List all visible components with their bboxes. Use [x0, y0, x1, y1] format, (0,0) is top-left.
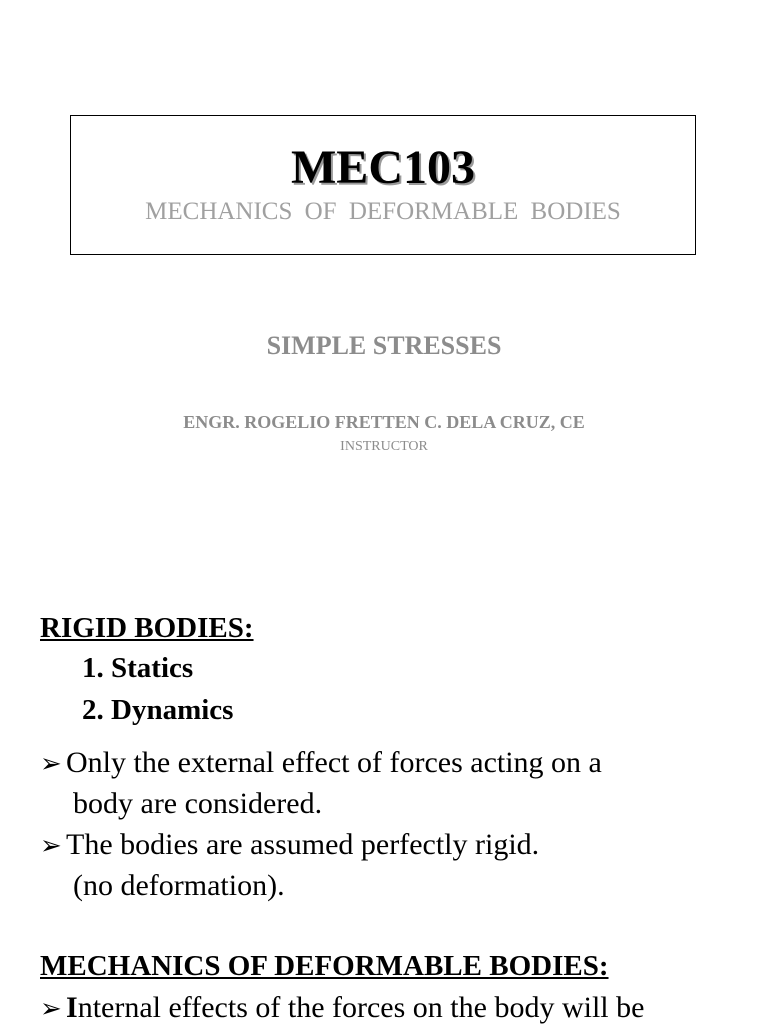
bullet-continuation: (no deformation).	[73, 869, 285, 902]
arrow-bullet-icon: ➢	[40, 831, 62, 860]
arrow-bullet-icon: ➢	[40, 749, 62, 778]
title-box	[70, 115, 696, 255]
bullet-perfectly-rigid	[40, 830, 539, 860]
bullet-first-letter: I	[66, 991, 78, 1024]
course-name: MECHANICS OF DEFORMABLE BODIES	[145, 198, 621, 225]
instructor-role: INSTRUCTOR	[340, 439, 428, 454]
topic-title: SIMPLE STRESSES	[266, 331, 502, 360]
deformable-bodies-heading: MECHANICS OF DEFORMABLE BODIES:	[40, 950, 609, 982]
arrow-bullet-icon: ➢	[40, 994, 62, 1023]
bullet-text: Only the external effect of forces acting on a	[66, 746, 602, 779]
bullet-external-effect	[40, 748, 602, 778]
instructor-name: ENGR. ROGELIO FRETTEN C. DELA CRUZ, CE	[183, 412, 585, 432]
course-code: MEC103	[291, 141, 475, 194]
bullet-text: The bodies are assumed perfectly rigid.	[66, 828, 540, 861]
list-item-statics: 1. Statics	[82, 652, 194, 684]
bullet-internal-effects	[40, 993, 644, 1023]
bullet-continuation: body are considered.	[73, 787, 323, 820]
rigid-bodies-heading: RIGID BODIES:	[40, 612, 254, 644]
bullet-text: nternal effects of the forces on the body will be	[77, 991, 645, 1024]
list-item-dynamics: 2. Dynamics	[82, 694, 234, 726]
